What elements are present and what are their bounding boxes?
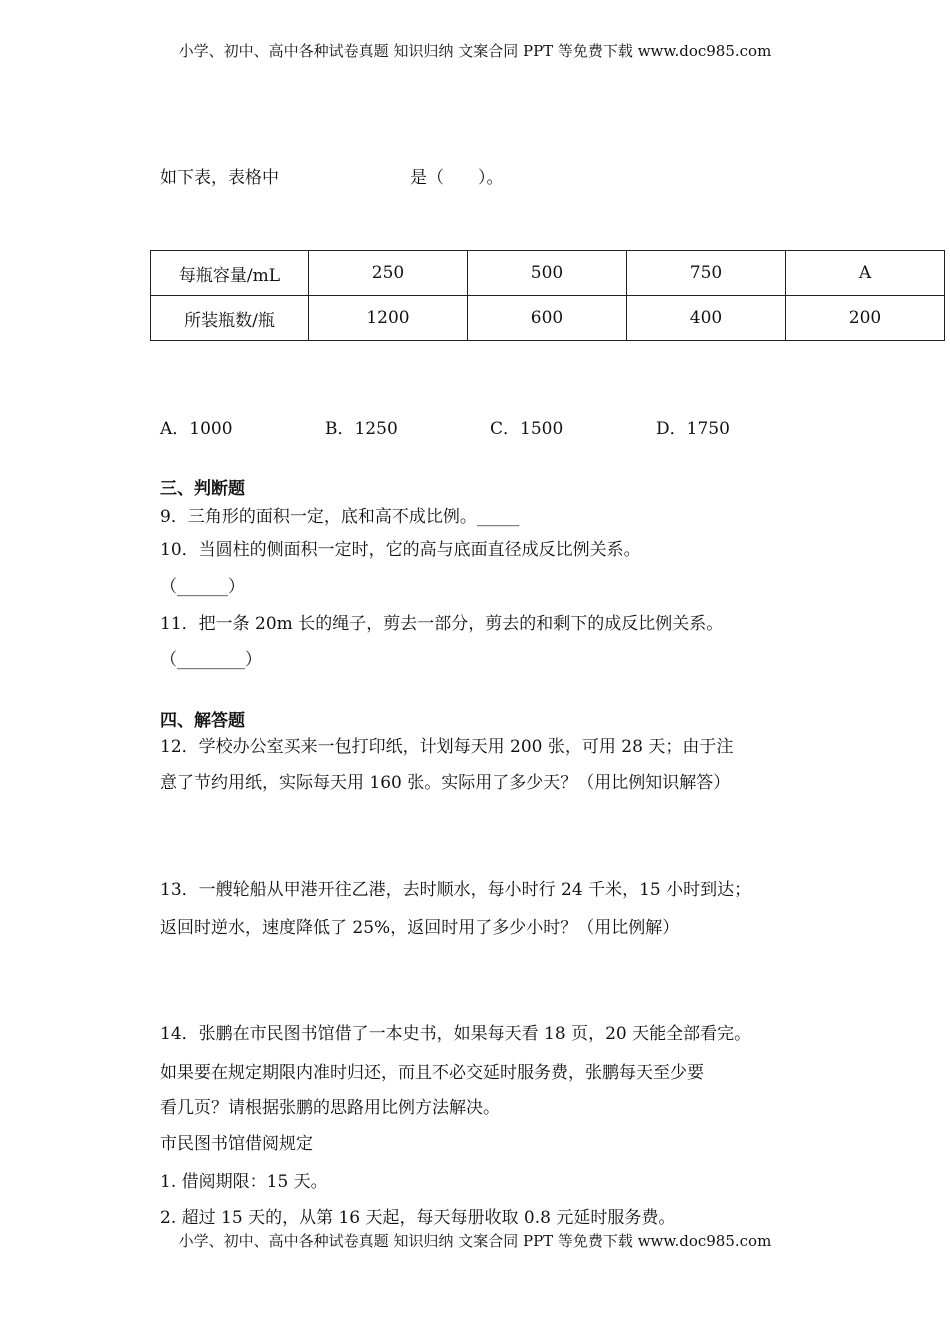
page-header: 小学、初中、高中各种试卷真题 知识归纳 文案合同 PPT 等免费下载 www.doc985.com — [178, 42, 772, 60]
table-cell: 500 — [468, 251, 627, 296]
question-12-line: 12．学校办公室买来一包打印纸，计划每天用 200 张，可用 28 天；由于注 — [160, 737, 734, 757]
section-4-title: 四、解答题 — [160, 711, 245, 731]
table-cell: 600 — [468, 296, 627, 341]
option-b: B．1250 — [325, 419, 398, 439]
question-10-blank: （______） — [160, 577, 245, 597]
table-cell: A — [786, 251, 945, 296]
data-table — [150, 250, 945, 341]
option-d: D．1750 — [656, 419, 730, 439]
table-cell: 200 — [786, 296, 945, 341]
question-10: 10．当圆柱的侧面积一定时，它的高与底面直径成反比例关系。 — [160, 540, 641, 560]
table-cell: 所装瓶数/瓶 — [151, 296, 309, 341]
library-rule: 1. 借阅期限：15 天。 — [160, 1172, 328, 1192]
section-3-title: 三、判断题 — [160, 479, 245, 499]
question-14-line: 看几页？请根据张鹏的思路用比例方法解决。 — [160, 1098, 500, 1118]
library-rules-title: 市民图书馆借阅规定 — [160, 1134, 313, 1154]
table-cell: 750 — [627, 251, 786, 296]
question-14-line: 如果要在规定期限内准时归还，而且不必交延时服务费，张鹏每天至少要 — [160, 1063, 704, 1083]
page-footer: 小学、初中、高中各种试卷真题 知识归纳 文案合同 PPT 等免费下载 www.doc985.com — [178, 1232, 772, 1250]
library-rule: 2. 超过 15 天的，从第 16 天起，每天每册收取 0.8 元延时服务费。 — [160, 1208, 676, 1228]
question-12-line: 意了节约用纸，实际每天用 160 张。实际用了多少天？（用比例知识解答） — [160, 773, 731, 793]
question-13-line: 13．一艘轮船从甲港开往乙港，去时顺水，每小时行 24 千米，15 小时到达； — [160, 880, 752, 900]
table-cell: 400 — [627, 296, 786, 341]
option-a: A．1000 — [160, 419, 233, 439]
table-cell: 1200 — [309, 296, 468, 341]
q8-intro-end: 是（ ）。 — [410, 168, 504, 188]
question-13-line: 返回时逆水，速度降低了 25%，返回时用了多少小时？（用比例解） — [160, 918, 680, 938]
option-c: C．1500 — [490, 419, 564, 439]
question-11-blank: （________） — [160, 650, 262, 670]
table-row — [151, 296, 945, 341]
table-row — [151, 251, 945, 296]
question-14-line: 14．张鹏在市民图书馆借了一本史书，如果每天看 18 页，20 天能全部看完。 — [160, 1024, 752, 1044]
q8-intro-start: 如下表，表格中 — [160, 168, 279, 188]
table-cell: 每瓶容量/mL — [151, 251, 309, 296]
question-9: 9．三角形的面积一定，底和高不成比例。_____ — [160, 507, 520, 527]
question-11: 11．把一条 20m 长的绳子，剪去一部分，剪去的和剩下的成反比例关系。 — [160, 614, 724, 634]
table-cell: 250 — [309, 251, 468, 296]
